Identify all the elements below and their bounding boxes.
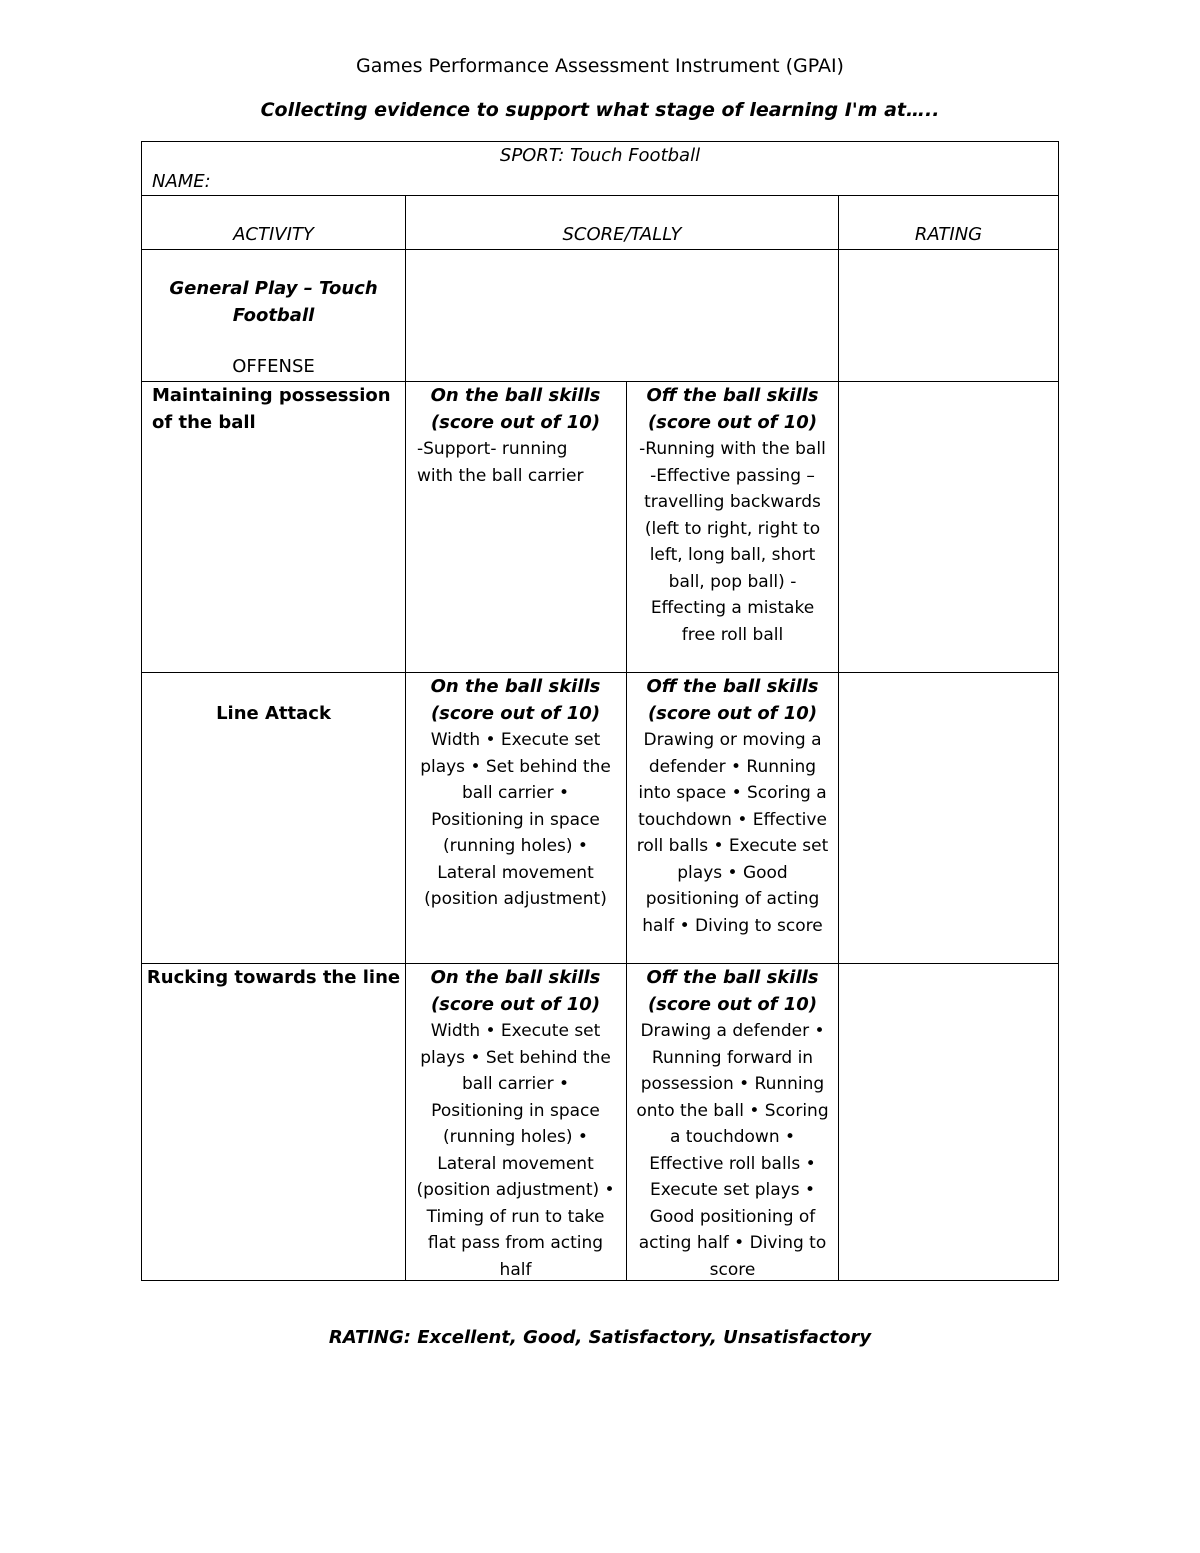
- table-border: [838, 195, 839, 1281]
- row1-off-ball-text-2: -Effective passing – travelling backwards (left to right, right to left, long ball, short ball, pop ball) - Effecting a mistake free roll ball: [644, 465, 821, 645]
- row2-off-ball-skills: Drawing or moving a defender • Running into space • Scoring a touchdown • Effective roll balls • Execute set plays • Good positioning of acting half • Diving to score: [636, 730, 829, 936]
- table-border: [141, 381, 1059, 382]
- table-border: [141, 249, 1059, 250]
- rating-key: RATING: Excellent, Good, Satisfactory, Unsatisfactory: [328, 1327, 872, 1348]
- column-header-rating: RATING: [914, 224, 983, 245]
- row3-off-ball-heading: Off the ball skills (score out of 10): [646, 967, 819, 1015]
- table-border: [141, 963, 1059, 964]
- row3-off-ball-skills: Drawing a defender • Running forward in possession • Running onto the ball • Scoring a touchdown • Effective roll balls • Execute set plays • Good positioning of acting half • Diving to score: [636, 1021, 829, 1280]
- row1-off-ball-heading: Off the ball skills (score out of 10): [646, 385, 819, 433]
- row2-on-ball-heading: On the ball skills (score out of 10): [430, 676, 601, 724]
- row2-off-ball-heading: Off the ball skills (score out of 10): [646, 676, 819, 724]
- row3-on-ball-skills: Width • Execute set plays • Set behind the ball carrier • Positioning in space (running holes) • Lateral movement (position adjustment) • Timing of run to take flat pass from acting half: [416, 1021, 615, 1280]
- activity-rucking-towards-line: Rucking towards the line: [146, 967, 401, 988]
- row1-off-ball-skills: [633, 436, 832, 648]
- column-header-activity: ACTIVITY: [233, 224, 314, 245]
- row1-off-ball-text-1: -Running with the ball: [639, 439, 826, 459]
- document-subtitle: Collecting evidence to support what stage of learning I'm at…..: [260, 99, 940, 121]
- table-border: [141, 672, 1059, 673]
- document-title: Games Performance Assessment Instrument (GPAI): [356, 55, 844, 77]
- table-border: [141, 141, 1059, 142]
- table-border: [405, 195, 406, 1281]
- column-header-score: SCORE/TALLY: [562, 224, 682, 245]
- activity-line-attack: Line Attack: [216, 703, 331, 724]
- row3-on-ball-heading: On the ball skills (score out of 10): [430, 967, 601, 1015]
- row1-on-ball-skills: -Support- running with the ball carrier: [417, 439, 584, 486]
- offense-label: OFFENSE: [232, 356, 315, 377]
- table-border: [626, 381, 627, 1281]
- table-border: [1058, 141, 1059, 1281]
- name-field-label: NAME:: [152, 171, 211, 192]
- row1-on-ball-heading: On the ball skills (score out of 10): [430, 385, 601, 433]
- activity-maintaining-possession: Maintaining possession of the ball: [152, 385, 391, 433]
- row2-on-ball-skills: Width • Execute set plays • Set behind the ball carrier • Positioning in space (running holes) • Lateral movement (position adjustment): [420, 730, 611, 909]
- sport-label: SPORT: Touch Football: [499, 145, 701, 166]
- general-play-title: General Play – Touch Football: [169, 278, 378, 326]
